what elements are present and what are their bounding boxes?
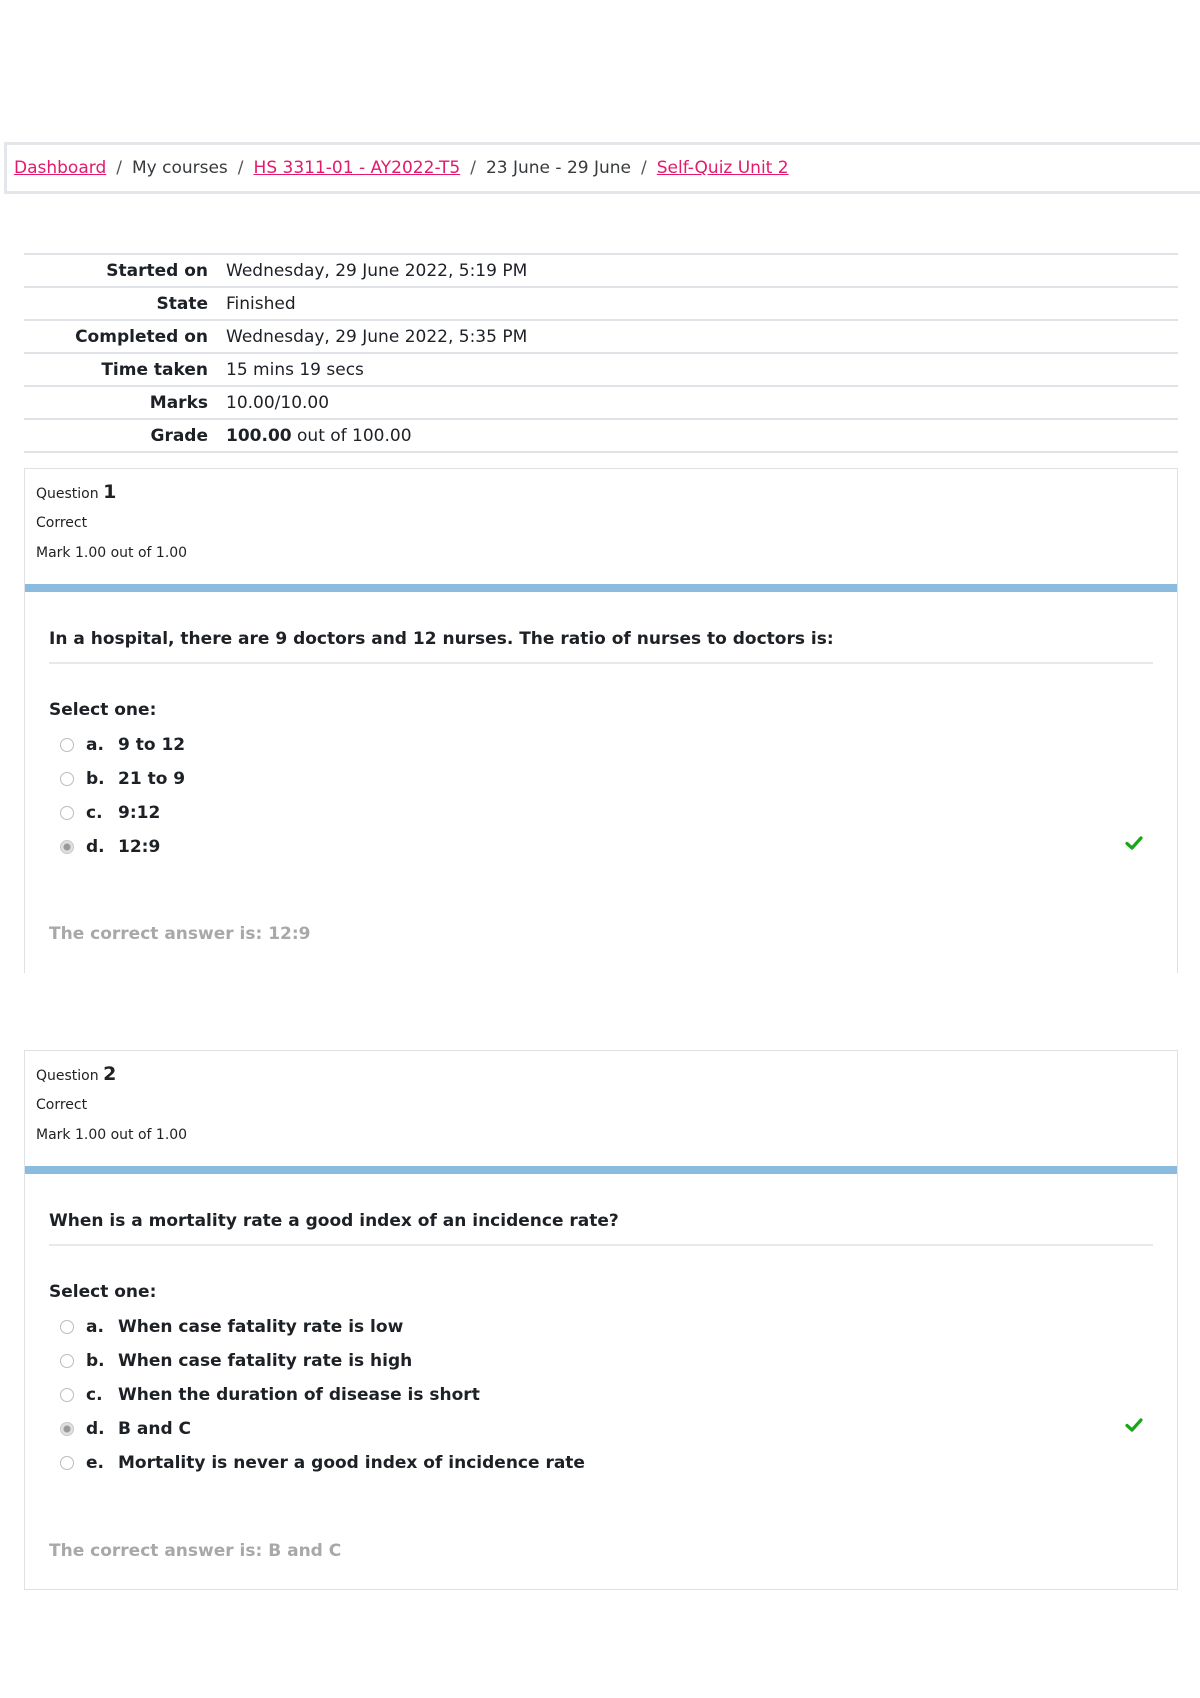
question-divider-bar xyxy=(25,584,1177,592)
radio-icon[interactable] xyxy=(60,738,74,752)
radio-icon[interactable] xyxy=(60,1320,74,1334)
answer-text: 21 to 9 xyxy=(118,769,186,789)
answer-letter: e. xyxy=(86,1453,104,1473)
question-state: Correct xyxy=(36,515,88,531)
answer-text: When case fatality rate is high xyxy=(118,1351,413,1371)
question-2 xyxy=(24,1050,1178,1590)
radio-icon[interactable] xyxy=(60,1388,74,1402)
summary-label: Completed on xyxy=(24,320,226,353)
answer-text: 12:9 xyxy=(118,837,161,857)
attempt-summary-table xyxy=(24,253,1178,453)
answer-letter: b. xyxy=(86,769,105,789)
answer-text: Mortality is never a good index of incidence rate xyxy=(118,1453,585,1473)
answer-letter: a. xyxy=(86,1317,104,1337)
question-state: Correct xyxy=(36,1097,88,1113)
check-icon xyxy=(1124,1415,1144,1435)
summary-label: Started on xyxy=(24,254,226,287)
breadcrumb-section: 23 June - 29 June xyxy=(485,158,632,178)
summary-value: Finished xyxy=(226,287,1178,320)
summary-row-marks xyxy=(24,386,1178,419)
breadcrumb-separator: / xyxy=(116,158,122,178)
breadcrumb-separator: / xyxy=(237,158,244,178)
answer-option-a[interactable] xyxy=(25,1310,1177,1344)
summary-row-time-taken xyxy=(24,353,1178,386)
radio-icon[interactable] xyxy=(60,840,74,854)
summary-value xyxy=(226,419,1178,452)
question-text: When is a mortality rate a good index of an incidence rate? xyxy=(49,1211,619,1231)
radio-icon[interactable] xyxy=(60,806,74,820)
breadcrumb-my-courses: My courses xyxy=(131,158,228,178)
summary-value: Wednesday, 29 June 2022, 5:35 PM xyxy=(226,320,1178,353)
breadcrumb-separator: / xyxy=(641,158,647,178)
summary-row-grade xyxy=(24,419,1178,452)
summary-label: Marks xyxy=(24,386,226,419)
summary-value: Wednesday, 29 June 2022, 5:19 PM xyxy=(226,254,1178,287)
question-info xyxy=(25,469,1177,584)
summary-label: Time taken xyxy=(24,353,226,386)
summary-value: 10.00/10.00 xyxy=(226,386,1178,419)
select-one-label: Select one: xyxy=(49,700,157,720)
answer-list xyxy=(25,728,1177,864)
answer-option-c[interactable] xyxy=(25,1378,1177,1412)
question-1 xyxy=(24,468,1178,973)
answer-option-a[interactable] xyxy=(25,728,1177,762)
answer-letter: d. xyxy=(86,837,105,857)
answer-text: When the duration of disease is short xyxy=(118,1385,480,1405)
answer-letter: b. xyxy=(86,1351,105,1371)
breadcrumb-quiz-link[interactable]: Self-Quiz Unit 2 xyxy=(656,158,789,178)
select-one-label: Select one: xyxy=(49,1282,157,1302)
breadcrumb-course-link[interactable]: HS 3311-01 - AY2022-T5 xyxy=(253,158,461,178)
question-info xyxy=(25,1051,1177,1166)
answer-text: B and C xyxy=(118,1419,192,1439)
answer-list xyxy=(25,1310,1177,1480)
breadcrumb xyxy=(4,142,1200,194)
answer-option-d[interactable] xyxy=(25,830,1177,864)
question-text: In a hospital, there are 9 doctors and 12 nurses. The ratio of nurses to doctors is: xyxy=(49,629,834,649)
question-mark: Mark 1.00 out of 1.00 xyxy=(36,545,188,561)
question-number-value: 2 xyxy=(103,1063,117,1085)
radio-icon[interactable] xyxy=(60,1422,74,1436)
question-number-value: 1 xyxy=(103,481,117,503)
answer-letter: c. xyxy=(86,1385,103,1405)
summary-row-completed xyxy=(24,320,1178,353)
question-word: Question xyxy=(36,486,99,502)
radio-icon[interactable] xyxy=(60,1456,74,1470)
answer-option-b[interactable] xyxy=(25,1344,1177,1378)
answer-option-d[interactable] xyxy=(25,1412,1177,1446)
answer-letter: a. xyxy=(86,735,104,755)
question-number xyxy=(36,1063,1177,1089)
question-mark: Mark 1.00 out of 1.00 xyxy=(36,1127,188,1143)
check-icon xyxy=(1124,833,1144,853)
answer-option-c[interactable] xyxy=(25,796,1177,830)
summary-label: State xyxy=(24,287,226,320)
radio-icon[interactable] xyxy=(60,772,74,786)
correct-answer-feedback: The correct answer is: 12:9 xyxy=(49,924,311,944)
grade-out-of: out of 100.00 xyxy=(291,425,412,446)
summary-row-state xyxy=(24,287,1178,320)
grade-score: 100.00 xyxy=(226,425,292,446)
breadcrumb-dashboard-link[interactable]: Dashboard xyxy=(14,158,107,178)
breadcrumb-separator: / xyxy=(470,158,476,178)
answer-letter: c. xyxy=(86,803,103,823)
answer-text: When case fatality rate is low xyxy=(118,1317,404,1337)
summary-value: 15 mins 19 secs xyxy=(226,353,1178,386)
question-divider-bar xyxy=(25,1166,1177,1174)
correct-answer-feedback: The correct answer is: B and C xyxy=(49,1541,342,1561)
answer-letter: d. xyxy=(86,1419,105,1439)
answer-option-e[interactable] xyxy=(25,1446,1177,1480)
answer-text: 9 to 12 xyxy=(118,735,186,755)
question-number xyxy=(36,481,1177,507)
radio-icon[interactable] xyxy=(60,1354,74,1368)
question-word: Question xyxy=(36,1068,99,1084)
summary-row-started xyxy=(24,254,1178,287)
answer-text: 9:12 xyxy=(118,803,161,823)
summary-label: Grade xyxy=(24,419,226,452)
answer-option-b[interactable] xyxy=(25,762,1177,796)
